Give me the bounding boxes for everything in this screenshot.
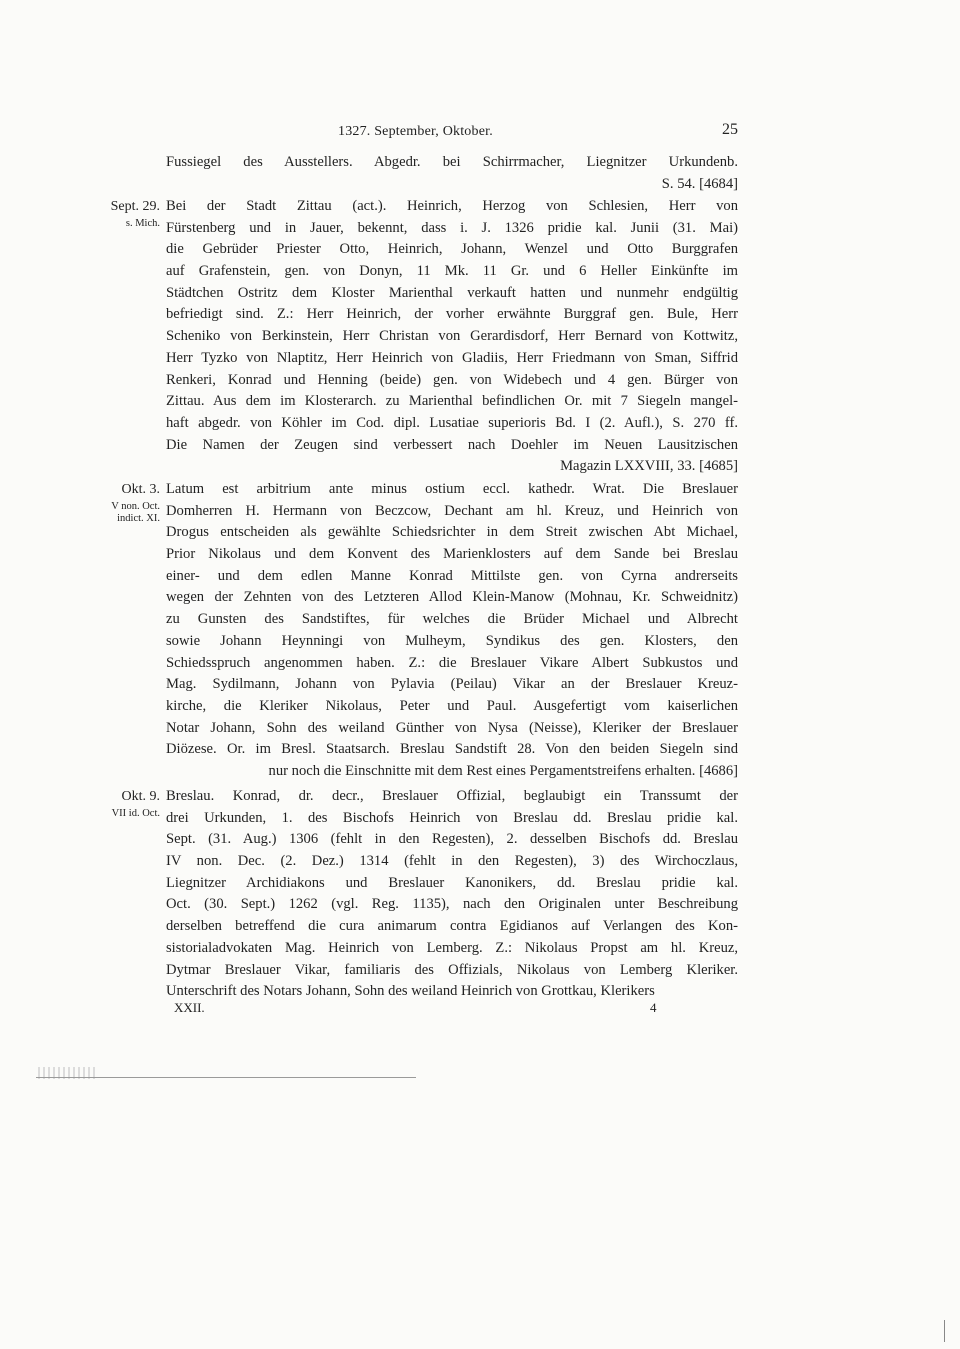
text-line: nur noch die Einschnitte mit dem Rest eines Pergamentstreifens erhalten. [4686] xyxy=(268,762,738,779)
page-header xyxy=(160,121,738,145)
text-line: Breslau. Konrad, dr. decr., Breslauer Offizial, beglaubigt ein Transsumt der xyxy=(166,788,738,804)
margin-date-line: Okt. 3. xyxy=(121,482,160,497)
margin-date-line: Sept. 29. xyxy=(110,199,160,214)
text-line: Oct. (30. Sept.) 1262 (vgl. Reg. 1135), nach den Originalen unter Beschreibung xyxy=(166,896,738,913)
text-line: Renkeri, Konrad und Henning (beide) gen. von Widebech und 4 gen. Bürger von xyxy=(166,371,738,388)
text-line: befriedigt sind. Z.: Herr Heinrich, der vorher erwähnte Burggraf gen. Bule, Herr xyxy=(166,306,738,323)
entry-text xyxy=(166,196,738,478)
crop-mark xyxy=(944,1320,945,1342)
text-line: zu Gunsten des Sandstiftes, für welches die Brüder Michael und Albrecht xyxy=(166,611,738,628)
text-line: Herr Tyzko von Nlaptitz, Herr Heinrich von Gladiis, Herr Friedmann von Sman, Siffrid xyxy=(166,349,738,366)
text-line: Fussiegel des Ausstellers. Abgedr. bei Schirrmacher, Liegnitzer Urkundenb. xyxy=(166,154,738,170)
text-line: auf Grafenstein, gen. von Donyn, 11 Mk. 11 Gr. und 6 Heller Einkünfte im xyxy=(166,263,738,280)
text-line: Notar Johann, Sohn des weiland Günther von Nysa (Neisse), Kleriker der Breslauer xyxy=(166,719,738,736)
text-line: wegen der Zehnten von des Letzteren Allod Klein-Manow (Mohnau, Kr. Schweidnitz) xyxy=(166,589,738,606)
text-line: drei Urkunden, 1. des Bischofs Heinrich von Breslau dd. Breslau pridie kal. xyxy=(166,809,738,826)
text-line: Liegnitzer Archidiakons und Breslauer Kanonikers, dd. Breslau pridie kal. xyxy=(166,874,738,891)
text-line: Bei der Stadt Zittau (act.). Heinrich, Herzog von Schlesien, Herr von xyxy=(166,198,738,214)
text-line: die Gebrüder Priester Otto, Heinrich, Johann, Wenzel und Otto Burggrafen xyxy=(166,241,738,258)
text-line: Scheniko von Berkinstein, Herr Christan von Gerardisdorf, Herr Bernard von Kottwitz, xyxy=(166,328,738,345)
margin-date-line: Okt. 9. xyxy=(121,789,160,804)
text-line: derselben betreffend die cura animarum contra Egidianos auf Verlangen des Kon- xyxy=(166,918,738,935)
text-line: Dytmar Breslauer Vikar, familiaris des Offizials, Nikolaus von Lemberg Kleriker. xyxy=(166,961,738,978)
margin-note-line: V non. Oct. xyxy=(111,500,160,512)
text-line: sistorialadvokaten Mag. Heinrich von Lemberg. Z.: Nikolaus Propst am hl. Kreuz, xyxy=(166,939,738,956)
text-line: Domherren H. Hermann von Beczcow, Dechant am hl. Kreuz, und Heinrich von xyxy=(166,502,738,519)
text-line: Diözese. Or. im Bresl. Staatsarch. Breslau Sandstift 28. Von den beiden Siegeln sind xyxy=(166,741,738,758)
signature-right: 4 xyxy=(650,1000,657,1015)
page-number: 25 xyxy=(722,121,738,138)
signature-left: XXII. xyxy=(174,1000,205,1015)
text-line: Mag. Sydilmann, Johann von Pylavia (Peilau) Vikar an der Breslauer Kreuz- xyxy=(166,676,738,693)
text-line: haft abgedr. von Köhler im Cod. dipl. Lusatiae superioris Bd. I (2. Aufl.), S. 270 ff. xyxy=(166,414,738,431)
text-line: Zittau. Aus dem im Klosterarch. zu Marienthal befindlichen Or. mit 7 Siegeln mangel- xyxy=(166,393,738,410)
text-line: Schiedsspruch angenommen haben. Z.: die Breslauer Vikare Albert Subkustos und xyxy=(166,654,738,671)
text-line: Latum est arbitrium ante minus ostium eccl. kathedr. Wrat. Die Breslauer xyxy=(166,481,738,497)
text-line: IV non. Dec. (2. Dez.) 1314 (fehlt in den Regesten), 3) des Wirchoczlaus, xyxy=(166,853,738,870)
text-line: sowie Johann Heynningi von Mulheym, Syndikus des gen. Klosters, den xyxy=(166,632,738,649)
text-line: Drogus entscheiden als gewählte Schiedsrichter in dem Streit zwischen Abt Michael, xyxy=(166,524,738,541)
entry-text xyxy=(166,786,738,1003)
text-line: Unterschrift des Notars Johann, Sohn des weiland Heinrich von Grottkau, Klerikers xyxy=(166,983,655,1000)
text-line: Prior Nikolaus und dem Konvent des Marienklosters auf dem Sande bei Breslau xyxy=(166,546,738,563)
running-head: 1327. September, Oktober. xyxy=(338,124,493,139)
entry-text xyxy=(166,479,738,783)
margin-date xyxy=(80,479,160,525)
entry-text xyxy=(166,152,738,195)
margin-note-line: s. Mich. xyxy=(125,217,160,229)
text-line: Fürstenberg und in Jauer, bekennt, dass i. J. 1326 pridie kal. Junii (31. Mai) xyxy=(166,219,738,236)
margin-note-line: VII id. Oct. xyxy=(111,807,160,819)
text-line: einer- und dem edlen Manne Konrad Mittilste gen. von Cyrna andrerseits xyxy=(166,567,738,584)
scan-rule xyxy=(36,1077,416,1078)
text-line: Die Namen der Zeugen sind verbessert nach Doehler im Neuen Lausitzischen xyxy=(166,436,738,453)
text-line: Sept. (31. Aug.) 1306 (fehlt in den Regesten), 2. desselben Bischofs dd. Breslau xyxy=(166,831,738,848)
margin-date xyxy=(80,786,160,820)
text-line: kirche, die Kleriker Nikolaus, Peter und Paul. Ausgefertigt vom kaiserlichen xyxy=(166,697,738,714)
margin-date xyxy=(80,196,160,230)
margin-note-line: indict. XI. xyxy=(117,512,160,524)
text-line: Magazin LXXVIII, 33. [4685] xyxy=(560,458,738,475)
text-line: Städtchen Ostritz dem Kloster Marienthal verkauft hatten und nunmehr endgültig xyxy=(166,284,738,301)
text-line: S. 54. [4684] xyxy=(661,175,738,192)
